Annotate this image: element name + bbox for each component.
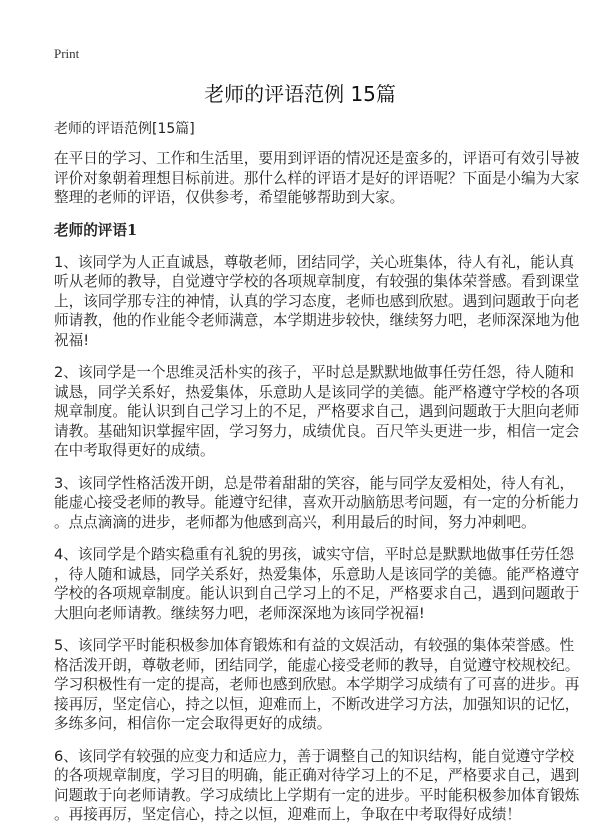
document-body [54,120,580,838]
text-line: 祝福! [54,331,90,349]
text-line: 在平日的学习、工作和生活里，要用到评语的情况还是蛮多的，评语可有效引导被 [54,150,580,167]
subtitle: 老师的评语范例[15篇] [54,121,195,137]
comment-paragraph [54,545,580,623]
intro-paragraph [54,149,580,208]
comment-paragraph [54,636,580,734]
text-line: 5、该同学平时能积极参加体育锻炼和有益的文娱活动，有较强的集体荣誉感。性 [54,637,575,654]
page-title: 老师的评语范例 15篇 [204,82,396,106]
text-line: 在中考取得更好的成绩。 [54,442,215,459]
text-line: 2、该同学是一个思维灵活朴实的孩子，平时总是默默地做事任劳任怨，待人随和 [54,364,575,381]
text-line: 多练多问，相信你一定会取得更好的成绩。 [54,715,332,732]
text-line: 听从老师的教导，自觉遵守学校的各项规章制度，有较强的集体荣誉感。看到课堂 [54,273,580,290]
comment-paragraph [54,474,580,533]
text-line: ，待人随和诚恳，同学关系好，热爱集体，乐意助人是该同学的美德。能严格遵守 [54,565,580,583]
text-line: 接再厉，坚定信心，持之以恒，迎难而上，不断改进学习方法，加强知识的记忆， [54,695,580,713]
text-line: 6、该同学有较强的应变力和适应力，善于调整自己的知识结构，能自觉遵守学校 [54,747,575,765]
text-line: 上，该同学那专注的神情，认真的学习态度，老师也感到欣慰。遇到问题敢于向老 [54,292,580,310]
text-line: 问题敢于向老师请教。学习成绩比上学期有一定的进步。平时能积极参加体育锻炼 [54,786,580,804]
text-line: 请教。基础知识掌握牢固，学习努力，成绩优良。百尺竿头更进一步，相信一定会 [54,422,580,440]
comments-list [54,253,580,825]
print-link[interactable]: Print [54,46,80,61]
text-line: 诚恳，同学关系好，热爱集体，乐意助人是该同学的美德。能严格遵守学校的各项 [54,383,580,401]
text-line: 。点点滴滴的进步，老师都为他感到高兴，利用最后的时间，努力冲刺吧。 [54,513,536,531]
text-line: 整理的老师的评语，仅供参考，希望能够帮助到大家。 [54,189,405,206]
text-line: 师请教，他的作业能令老师满意，本学期进步较快，继续努力吧，老师深深地为他 [54,312,580,329]
text-line: 规章制度。能认识到自己学习上的不足，严格要求自己，遇到问题敢于大胆向老师 [54,403,580,420]
text-line: 1、该同学为人正直诚恳，尊敬老师，团结同学，关心班集体，待人有礼，能认真 [54,253,575,271]
text-line: 3、该同学性格活泼开朗，总是带着甜甜的笑容，能与同学友爱相处，待人有礼， [54,474,575,492]
text-line: 。再接再厉，坚定信心，持之以恒，迎难而上，争取在中考取得好成绩！ [54,806,522,823]
comment-paragraph [54,363,580,461]
text-line: 评价对象朝着理想目标前进。那什么样的评语才是好的评语呢？下面是小编为大家 [54,169,580,187]
comment-paragraph [54,253,580,351]
text-line: 4、该同学是个踏实稳重有礼貌的男孩，诚实守信，平时总是默默地做事任劳任怨 [54,546,575,563]
comment-paragraph [54,747,580,825]
text-line: 学校的各项规章制度。能认识到自己学习上的不足，严格要求自己，遇到问题敢于 [54,585,580,602]
text-line: 能虚心接受老师的教导。能遵守纪律，喜欢开动脑筋思考问题，有一定的分析能力 [54,494,580,511]
text-line: 格活泼开朗，尊敬老师，团结同学，能虚心接受老师的教导，自觉遵守校规校纪。 [54,656,580,674]
text-line: 学习积极性有一定的提高，老师也感到欣慰。本学期学习成绩有了可喜的进步。再 [54,676,580,693]
text-line: 的各项规章制度，学习目的明确，能正确对待学习上的不足，严格要求自己，遇到 [54,767,580,784]
section-heading: 老师的评语1 [54,221,138,239]
text-line: 大胆向老师请教。继续努力吧，老师深深地为该同学祝福! [54,604,425,622]
